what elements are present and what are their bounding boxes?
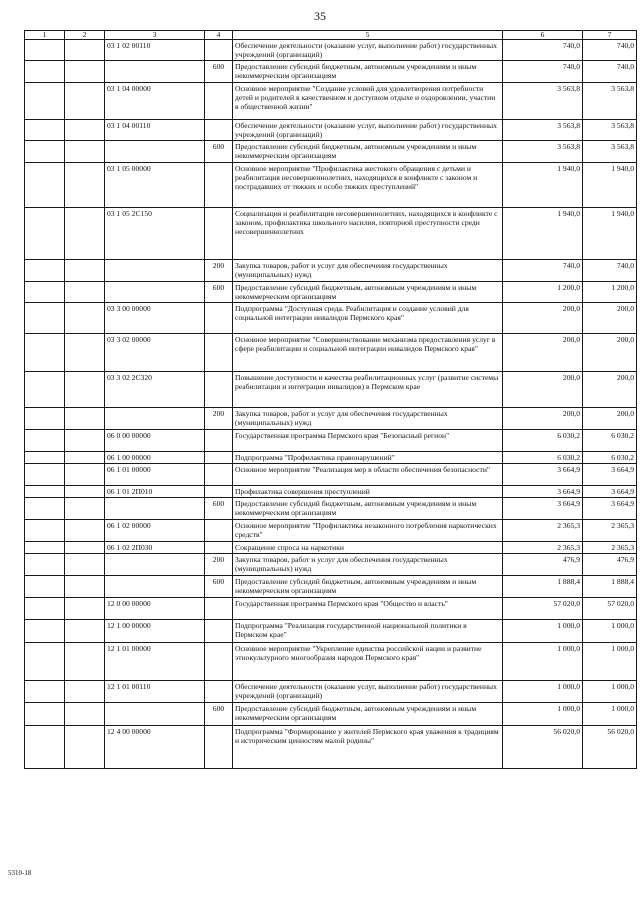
cell-c4 xyxy=(205,726,233,769)
cell-c5: Закупка товаров, работ и услуг для обеспечения государственных (муниципальных) нужд xyxy=(233,260,503,282)
cell-c7: 3 563,8 xyxy=(583,120,637,141)
cell-c5: Обеспечение деятельности (оказание услуг, выполнение работ) государственных учреждений (организаций) xyxy=(233,40,503,61)
table-row xyxy=(25,61,637,83)
cell-c5: Основное мероприятие "Создание условий для удовлетворения потребности детей и родителей в качественном и доступном отдыхе и оздоровлении, участии в общественной жизни" xyxy=(233,83,503,120)
cell-c7: 3 664,9 xyxy=(583,464,637,486)
cell-c7: 3 664,9 xyxy=(583,498,637,520)
cell-c3 xyxy=(105,498,205,520)
table-row xyxy=(25,703,637,726)
cell-c6: 1 200,0 xyxy=(503,282,583,303)
cell-c6: 57 020,0 xyxy=(503,598,583,620)
column-header-1: 1 xyxy=(25,31,65,40)
cell-c3: 12 4 00 00000 xyxy=(105,726,205,769)
column-header-6: 6 xyxy=(503,31,583,40)
cell-c6: 740,0 xyxy=(503,61,583,83)
cell-c3: 12 1 01 00000 xyxy=(105,643,205,681)
cell-c6: 1 000,0 xyxy=(503,643,583,681)
cell-c3: 12 1 00 00000 xyxy=(105,620,205,643)
cell-c6: 3 664,9 xyxy=(503,464,583,486)
cell-c7: 740,0 xyxy=(583,61,637,83)
page-number: 35 xyxy=(314,9,326,23)
cell-c3 xyxy=(105,554,205,576)
table-row xyxy=(25,334,637,372)
cell-c5: Предоставление субсидий бюджетным, автономным учреждениям и иным некоммерческим организациям xyxy=(233,282,503,303)
cell-c2 xyxy=(65,576,105,598)
cell-c4 xyxy=(205,372,233,408)
column-header-3: 3 xyxy=(105,31,205,40)
cell-c1 xyxy=(25,542,65,554)
cell-c6: 476,9 xyxy=(503,554,583,576)
cell-c5: Сокращение спроса на наркотики xyxy=(233,542,503,554)
cell-c2 xyxy=(65,703,105,726)
cell-c6: 200,0 xyxy=(503,303,583,334)
cell-c4 xyxy=(205,643,233,681)
cell-c1 xyxy=(25,576,65,598)
cell-c6: 2 365,3 xyxy=(503,520,583,542)
cell-c4 xyxy=(205,452,233,464)
cell-c7: 1 000,0 xyxy=(583,681,637,703)
cell-c2 xyxy=(65,486,105,498)
cell-c4: 200 xyxy=(205,408,233,430)
cell-c1 xyxy=(25,598,65,620)
cell-c3 xyxy=(105,260,205,282)
table-row xyxy=(25,464,637,486)
cell-c5: Государственная программа Пермского края "Общество и власть" xyxy=(233,598,503,620)
cell-c3: 06 0 00 00000 xyxy=(105,430,205,452)
column-header-2: 2 xyxy=(65,31,105,40)
cell-c7: 6 030,2 xyxy=(583,430,637,452)
table-row xyxy=(25,40,637,61)
cell-c4: 600 xyxy=(205,282,233,303)
column-header-7: 7 xyxy=(583,31,637,40)
cell-c2 xyxy=(65,681,105,703)
cell-c5: Предоставление субсидий бюджетным, автономным учреждениям и иным некоммерческим организациям xyxy=(233,498,503,520)
table-row xyxy=(25,554,637,576)
cell-c6: 1 940,0 xyxy=(503,163,583,208)
cell-c5: Основное мероприятие "Совершенствование механизма предоставления услуг в сфере реабилитации и социальной интеграции инвалидов Пермского края" xyxy=(233,334,503,372)
cell-c3: 03 1 05 2С150 xyxy=(105,208,205,260)
cell-c2 xyxy=(65,520,105,542)
cell-c1 xyxy=(25,61,65,83)
cell-c1 xyxy=(25,83,65,120)
cell-c6: 200,0 xyxy=(503,334,583,372)
cell-c4: 600 xyxy=(205,498,233,520)
cell-c5: Повышение доступности и качества реабилитационных услуг (развитие системы реабилитации и интеграции инвалидов) в Пермском крае xyxy=(233,372,503,408)
cell-c6: 56 020,0 xyxy=(503,726,583,769)
cell-c5: Предоставление субсидий бюджетным, автономным учреждениям и иным некоммерческим организациям xyxy=(233,703,503,726)
table-row xyxy=(25,408,637,430)
cell-c3 xyxy=(105,141,205,163)
cell-c4 xyxy=(205,83,233,120)
cell-c3: 03 1 02 00110 xyxy=(105,40,205,61)
cell-c7: 200,0 xyxy=(583,303,637,334)
cell-c4: 200 xyxy=(205,260,233,282)
cell-c3: 12 1 01 00110 xyxy=(105,681,205,703)
cell-c4: 600 xyxy=(205,576,233,598)
cell-c1 xyxy=(25,282,65,303)
cell-c7: 1 888,4 xyxy=(583,576,637,598)
cell-c4 xyxy=(205,598,233,620)
cell-c4 xyxy=(205,120,233,141)
cell-c2 xyxy=(65,554,105,576)
cell-c1 xyxy=(25,430,65,452)
cell-c5: Подпрограмма "Доступная среда. Реабилитация и создание условий для социальной интеграции инвалидов Пермского края" xyxy=(233,303,503,334)
cell-c1 xyxy=(25,208,65,260)
cell-c2 xyxy=(65,598,105,620)
cell-c7: 476,9 xyxy=(583,554,637,576)
cell-c6: 200,0 xyxy=(503,372,583,408)
table-header-row xyxy=(25,31,637,40)
cell-c4 xyxy=(205,486,233,498)
cell-c2 xyxy=(65,498,105,520)
table-row xyxy=(25,208,637,260)
cell-c1 xyxy=(25,408,65,430)
cell-c3: 06 1 02 2П030 xyxy=(105,542,205,554)
cell-c3: 06 1 02 00000 xyxy=(105,520,205,542)
cell-c2 xyxy=(65,452,105,464)
cell-c2 xyxy=(65,208,105,260)
cell-c1 xyxy=(25,498,65,520)
cell-c3 xyxy=(105,61,205,83)
cell-c4: 600 xyxy=(205,141,233,163)
cell-c2 xyxy=(65,61,105,83)
cell-c7: 3 563,8 xyxy=(583,83,637,120)
cell-c6: 6 030,2 xyxy=(503,430,583,452)
cell-c4 xyxy=(205,430,233,452)
table-row xyxy=(25,303,637,334)
cell-c3 xyxy=(105,703,205,726)
cell-c7: 740,0 xyxy=(583,40,637,61)
cell-c2 xyxy=(65,542,105,554)
cell-c5: Основное мероприятие "Профилактика жестокого обращения с детьми и реабилитация несовершеннолетних, находящихся в конфликте с законом и пострадавших от тяжких и особо тяжких преступлений" xyxy=(233,163,503,208)
table-row xyxy=(25,681,637,703)
cell-c5: Подпрограмма "Реализация государственной национальной политики в Пермском крае" xyxy=(233,620,503,643)
cell-c6: 1 000,0 xyxy=(503,620,583,643)
cell-c6: 3 563,8 xyxy=(503,120,583,141)
cell-c3 xyxy=(105,282,205,303)
cell-c2 xyxy=(65,40,105,61)
table-row xyxy=(25,576,637,598)
table-row xyxy=(25,598,637,620)
cell-c7: 2 365,3 xyxy=(583,542,637,554)
cell-c3 xyxy=(105,408,205,430)
cell-c7: 1 000,0 xyxy=(583,703,637,726)
cell-c7: 740,0 xyxy=(583,260,637,282)
cell-c4 xyxy=(205,40,233,61)
cell-c1 xyxy=(25,643,65,681)
cell-c1 xyxy=(25,334,65,372)
cell-c6: 740,0 xyxy=(503,40,583,61)
cell-c2 xyxy=(65,408,105,430)
cell-c3: 06 1 01 2П010 xyxy=(105,486,205,498)
table-row xyxy=(25,141,637,163)
cell-c2 xyxy=(65,163,105,208)
cell-c4 xyxy=(205,620,233,643)
cell-c1 xyxy=(25,120,65,141)
cell-c6: 1 940,0 xyxy=(503,208,583,260)
table-row xyxy=(25,726,637,769)
cell-c1 xyxy=(25,452,65,464)
cell-c2 xyxy=(65,643,105,681)
cell-c7: 1 200,0 xyxy=(583,282,637,303)
cell-c5: Основное мероприятие "Профилактика незаконного потребления наркотических средств" xyxy=(233,520,503,542)
cell-c2 xyxy=(65,372,105,408)
cell-c3: 03 3 00 00000 xyxy=(105,303,205,334)
cell-c7: 57 020,0 xyxy=(583,598,637,620)
cell-c7: 3 563,8 xyxy=(583,141,637,163)
cell-c1 xyxy=(25,303,65,334)
cell-c6: 3 664,9 xyxy=(503,486,583,498)
cell-c1 xyxy=(25,703,65,726)
cell-c5: Закупка товаров, работ и услуг для обеспечения государственных (муниципальных) нужд xyxy=(233,408,503,430)
cell-c7: 1 000,0 xyxy=(583,620,637,643)
cell-c4 xyxy=(205,334,233,372)
cell-c5: Подпрограмма "Профилактика правонарушений" xyxy=(233,452,503,464)
cell-c7: 56 020,0 xyxy=(583,726,637,769)
table-row xyxy=(25,83,637,120)
cell-c7: 2 365,3 xyxy=(583,520,637,542)
cell-c6: 6 030,2 xyxy=(503,452,583,464)
cell-c5: Основное мероприятие "Укрепление единства российской нации и развитие этнокультурного многообразия народов Пермского края" xyxy=(233,643,503,681)
cell-c6: 1 888,4 xyxy=(503,576,583,598)
cell-c6: 3 664,9 xyxy=(503,498,583,520)
cell-c2 xyxy=(65,303,105,334)
cell-c3: 06 1 01 00000 xyxy=(105,464,205,486)
table-row xyxy=(25,282,637,303)
table-row xyxy=(25,260,637,282)
cell-c7: 200,0 xyxy=(583,408,637,430)
cell-c2 xyxy=(65,430,105,452)
cell-c1 xyxy=(25,681,65,703)
cell-c4 xyxy=(205,303,233,334)
cell-c4: 200 xyxy=(205,554,233,576)
cell-c4 xyxy=(205,163,233,208)
table-row xyxy=(25,120,637,141)
cell-c4 xyxy=(205,542,233,554)
cell-c2 xyxy=(65,726,105,769)
cell-c7: 1 000,0 xyxy=(583,643,637,681)
cell-c7: 6 030,2 xyxy=(583,452,637,464)
cell-c1 xyxy=(25,141,65,163)
cell-c1 xyxy=(25,260,65,282)
cell-c3: 03 3 02 2С320 xyxy=(105,372,205,408)
cell-c6: 1 000,0 xyxy=(503,681,583,703)
cell-c2 xyxy=(65,83,105,120)
cell-c3: 06 1 00 00000 xyxy=(105,452,205,464)
cell-c1 xyxy=(25,464,65,486)
cell-c5: Предоставление субсидий бюджетным, автономным учреждениям и иным некоммерческим организациям xyxy=(233,576,503,598)
cell-c5: Закупка товаров, работ и услуг для обеспечения государственных (муниципальных) нужд xyxy=(233,554,503,576)
cell-c6: 200,0 xyxy=(503,408,583,430)
cell-c7: 200,0 xyxy=(583,372,637,408)
cell-c3: 03 1 04 00000 xyxy=(105,83,205,120)
cell-c2 xyxy=(65,464,105,486)
table-row xyxy=(25,452,637,464)
cell-c7: 200,0 xyxy=(583,334,637,372)
cell-c4 xyxy=(205,681,233,703)
cell-c6: 3 563,8 xyxy=(503,141,583,163)
cell-c1 xyxy=(25,163,65,208)
cell-c1 xyxy=(25,372,65,408)
table-body xyxy=(25,40,637,769)
cell-c2 xyxy=(65,141,105,163)
cell-c3: 12 0 00 00000 xyxy=(105,598,205,620)
cell-c3: 03 3 02 00000 xyxy=(105,334,205,372)
cell-c5: Государственная программа Пермского края "Безопасный регион" xyxy=(233,430,503,452)
cell-c5: Подпрограмма "Формирование у жителей Пермского края уважения к традициям и историческим ценностям малой родины" xyxy=(233,726,503,769)
cell-c2 xyxy=(65,282,105,303)
cell-c6: 740,0 xyxy=(503,260,583,282)
table-row xyxy=(25,372,637,408)
table-row xyxy=(25,643,637,681)
cell-c5: Профилактика совершения преступлений xyxy=(233,486,503,498)
cell-c2 xyxy=(65,334,105,372)
cell-c6: 2 365,3 xyxy=(503,542,583,554)
cell-c7: 1 940,0 xyxy=(583,208,637,260)
cell-c2 xyxy=(65,620,105,643)
cell-c5: Социализация и реабилитация несовершеннолетних, находящихся в конфликте с законом, профилактика школьного насилия, повторной преступности среди несовершеннолетних xyxy=(233,208,503,260)
table-row xyxy=(25,163,637,208)
cell-c7: 3 664,9 xyxy=(583,486,637,498)
cell-c1 xyxy=(25,520,65,542)
table-row xyxy=(25,620,637,643)
cell-c3: 03 1 04 00110 xyxy=(105,120,205,141)
column-header-4: 4 xyxy=(205,31,233,40)
cell-c4: 600 xyxy=(205,703,233,726)
cell-c2 xyxy=(65,260,105,282)
cell-c6: 1 000,0 xyxy=(503,703,583,726)
table-row xyxy=(25,520,637,542)
cell-c2 xyxy=(65,120,105,141)
cell-c5: Обеспечение деятельности (оказание услуг, выполнение работ) государственных учреждений (организаций) xyxy=(233,681,503,703)
cell-c5: Обеспечение деятельности (оказание услуг, выполнение работ) государственных учреждений (организаций) xyxy=(233,120,503,141)
cell-c1 xyxy=(25,40,65,61)
cell-c3: 03 1 05 00000 xyxy=(105,163,205,208)
cell-c1 xyxy=(25,620,65,643)
table-row xyxy=(25,486,637,498)
cell-c5: Основное мероприятие "Реализация мер в области обеспечения безопасности" xyxy=(233,464,503,486)
table-row xyxy=(25,430,637,452)
document-code: 5310-18 xyxy=(8,869,32,877)
cell-c5: Предоставление субсидий бюджетным, автономным учреждениям и иным некоммерческим организациям xyxy=(233,141,503,163)
budget-table xyxy=(24,30,637,769)
cell-c1 xyxy=(25,554,65,576)
cell-c4: 600 xyxy=(205,61,233,83)
column-header-5: 5 xyxy=(233,31,503,40)
cell-c4 xyxy=(205,208,233,260)
cell-c4 xyxy=(205,464,233,486)
cell-c4 xyxy=(205,520,233,542)
cell-c1 xyxy=(25,726,65,769)
table-row xyxy=(25,542,637,554)
cell-c6: 3 563,8 xyxy=(503,83,583,120)
cell-c5: Предоставление субсидий бюджетным, автономным учреждениям и иным некоммерческим организациям xyxy=(233,61,503,83)
cell-c7: 1 940,0 xyxy=(583,163,637,208)
table-row xyxy=(25,498,637,520)
cell-c3 xyxy=(105,576,205,598)
cell-c1 xyxy=(25,486,65,498)
